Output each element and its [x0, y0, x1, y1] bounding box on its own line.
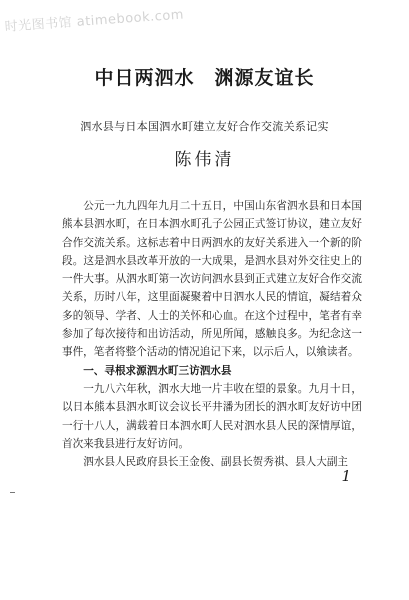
- subtitle: 泗水县与日本国泗水町建立友好合作交流关系记实: [80, 120, 329, 133]
- page-number: 1: [341, 467, 351, 485]
- page-title: 中日两泗水 渊源友谊长: [94, 67, 315, 89]
- edge-mark: [10, 492, 15, 493]
- paragraph: 一九八六年秋，泗水大地一片丰收在望的景象。九月十日，以日本熊本县泗水町议会议长平井潘为团长的泗水町友好访中团一行十八人，满载着日本泗水町人民对泗水县人民的深情厚谊，首次来我县进行友好访问。: [62, 382, 362, 450]
- article-body: [62, 197, 362, 471]
- author-name: 陈伟清: [174, 150, 235, 170]
- watermark: 时光图书馆 atimebook.com: [4, 7, 185, 35]
- paragraph: 泗水县人民政府县长王金俊、副县长贺秀祺、县人大副主: [83, 456, 349, 469]
- section-heading: 一、寻根求源泗水町三访泗水县: [83, 364, 232, 377]
- paragraph: 公元一九九四年九月二十五日，中国山东省泗水县和日本国熊本县泗水町，在日本泗水町孔子公园正式签订协议，建立友好合作交流关系。这标志着中日两泗水的友好关系进入一个新的阶段。这是泗水县改革开放的一大成果，是泗水县对外交往史上的一件大事。从泗水町第一次访问泗水县到正式建立友好合作交流关系，历时八年，这里面凝聚着中日泗水人民的情谊，凝结着众多的领导、学者、人士的关怀和心血。在这个过程中，笔者有幸参加了每次接待和出访活动，所见所闻，感触良多。为纪念这一事件，笔者将整个活动的情况追记下来，以示后人，以飨读者。: [62, 200, 362, 359]
